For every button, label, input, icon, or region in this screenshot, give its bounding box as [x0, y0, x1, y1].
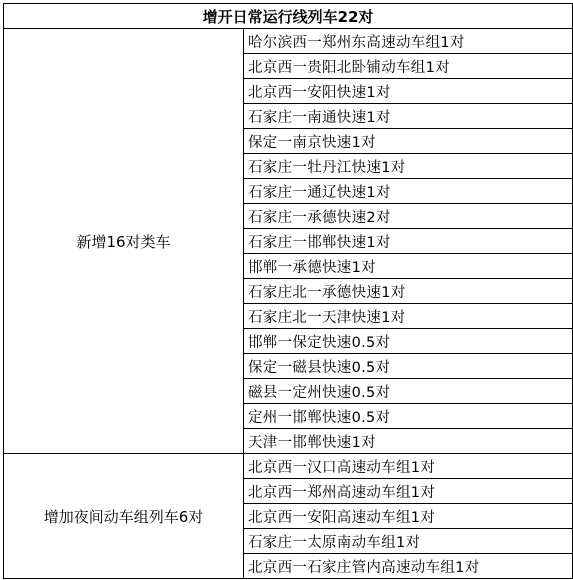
table-row: [4, 29, 573, 54]
route-cell: 北京西一郑州高速动车组1对: [244, 479, 573, 504]
route-cell: 石家庄北一承德快速1对: [244, 279, 573, 304]
table-row: [4, 454, 573, 479]
route-cell: 石家庄一邯郸快速1对: [244, 229, 573, 254]
table-title: 增开日常运行线列车22对: [4, 4, 573, 29]
route-cell: 保定一磁县快速0.5对: [244, 354, 573, 379]
route-cell: 北京西一安阳快速1对: [244, 79, 573, 104]
train-schedule-table: [3, 3, 573, 579]
route-cell: 北京西一汉口高速动车组1对: [244, 454, 573, 479]
route-cell: 北京西一贵阳北卧铺动车组1对: [244, 54, 573, 79]
route-cell: 石家庄一承德快速2对: [244, 204, 573, 229]
route-cell: 哈尔滨西一郑州东高速动车组1对: [244, 29, 573, 54]
route-cell: 石家庄一通辽快速1对: [244, 179, 573, 204]
route-cell: 石家庄一牡丹江快速1对: [244, 154, 573, 179]
category-cell: 新增16对类车: [4, 29, 244, 454]
route-cell: 石家庄北一天津快速1对: [244, 304, 573, 329]
route-cell: 邯郸一承德快速1对: [244, 254, 573, 279]
route-cell: 定州一邯郸快速0.5对: [244, 404, 573, 429]
title-row: [4, 4, 573, 29]
route-cell: 保定一南京快速1对: [244, 129, 573, 154]
route-cell: 邯郸一保定快速0.5对: [244, 329, 573, 354]
route-cell: 北京西一石家庄管内高速动车组1对: [244, 554, 573, 579]
route-cell: 石家庄一南通快速1对: [244, 104, 573, 129]
route-cell: 北京西一安阳高速动车组1对: [244, 504, 573, 529]
route-cell: 天津一邯郸快速1对: [244, 429, 573, 454]
category-cell: 增加夜间动车组列车6对: [4, 454, 244, 579]
route-cell: 石家庄一太原南动车组1对: [244, 529, 573, 554]
route-cell: 磁县一定州快速0.5对: [244, 379, 573, 404]
